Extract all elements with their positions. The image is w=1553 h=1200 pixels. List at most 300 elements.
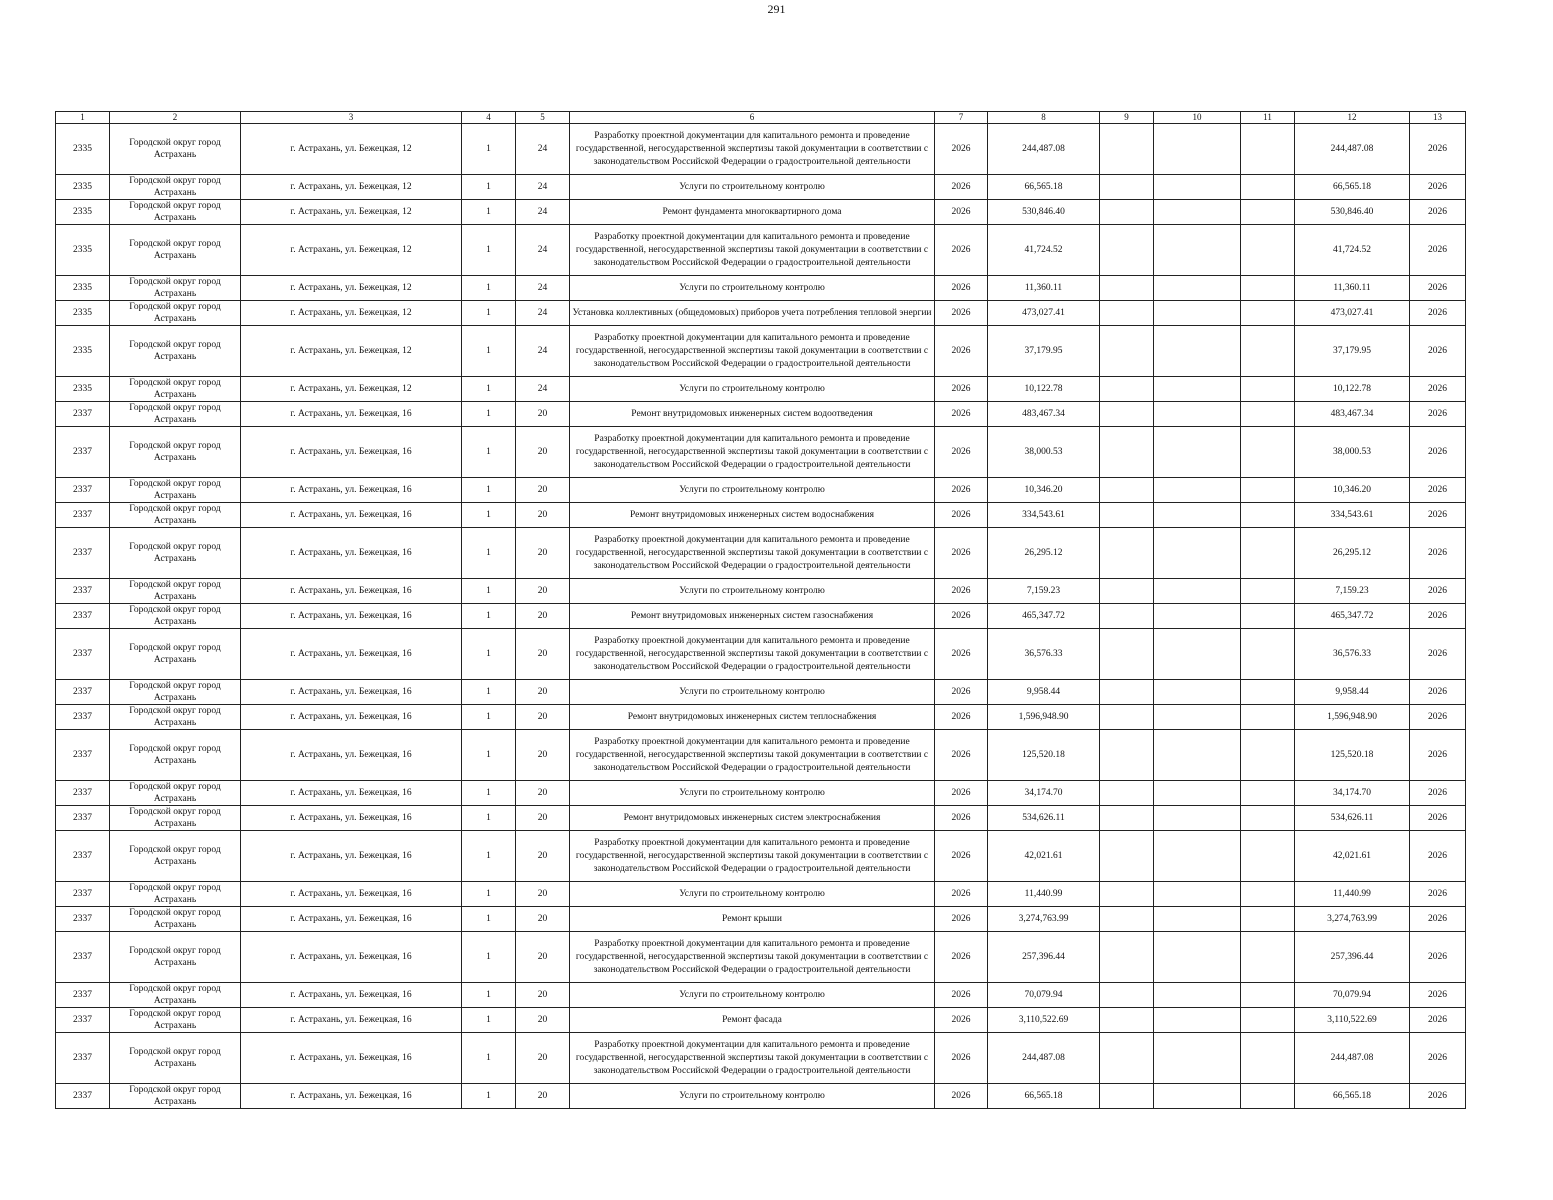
col-9-value-cell [1100, 478, 1154, 503]
col-10-value-cell [1154, 730, 1241, 781]
col-11-value-cell [1241, 276, 1295, 301]
col-9-value-cell [1100, 225, 1154, 276]
municipality-cell: Городской округ город Астрахань [110, 882, 241, 907]
address-cell: г. Астрахань, ул. Бежецкая, 12 [241, 175, 462, 200]
cost-cell: 42,021.61 [988, 831, 1100, 882]
cost-cell: 530,846.40 [988, 200, 1100, 225]
row-number-cell: 2337 [56, 781, 110, 806]
table-row [56, 932, 1466, 983]
col-9-value-cell [1100, 781, 1154, 806]
total-cost-cell: 465,347.72 [1295, 604, 1410, 629]
col-11-value-cell [1241, 301, 1295, 326]
row-number-cell: 2337 [56, 983, 110, 1008]
work-type-cell: Разработку проектной документации для капитального ремонта и проведение государственной, негосударственной экспертизы такой документации в соответствии с законодательством Российской Федерации о градостроительной деятельности [570, 1033, 935, 1084]
municipality-cell: Городской округ город Астрахань [110, 124, 241, 175]
total-cost-cell: 125,520.18 [1295, 730, 1410, 781]
table-row [56, 276, 1466, 301]
registry-table [55, 111, 1466, 1109]
address-cell: г. Астрахань, ул. Бежецкая, 16 [241, 907, 462, 932]
municipality-cell: Городской округ город Астрахань [110, 629, 241, 680]
completion-year-cell: 2026 [1410, 124, 1466, 175]
col-11-value-cell [1241, 983, 1295, 1008]
col-4-value-cell: 1 [462, 907, 516, 932]
col-9-value-cell [1100, 326, 1154, 377]
col-9-value-cell [1100, 301, 1154, 326]
completion-year-cell: 2026 [1410, 276, 1466, 301]
year-cell: 2026 [935, 831, 988, 882]
completion-year-cell: 2026 [1410, 1084, 1466, 1109]
col-10-value-cell [1154, 629, 1241, 680]
year-cell: 2026 [935, 907, 988, 932]
cost-cell: 66,565.18 [988, 1084, 1100, 1109]
col-5-value-cell: 24 [516, 276, 570, 301]
completion-year-cell: 2026 [1410, 932, 1466, 983]
cost-cell: 10,122.78 [988, 377, 1100, 402]
col-4-value-cell: 1 [462, 781, 516, 806]
col-5-value-cell: 20 [516, 427, 570, 478]
year-cell: 2026 [935, 730, 988, 781]
col-9-value-cell [1100, 1084, 1154, 1109]
col-4-value-cell: 1 [462, 983, 516, 1008]
col-9-value-cell [1100, 932, 1154, 983]
municipality-cell: Городской округ город Астрахань [110, 730, 241, 781]
address-cell: г. Астрахань, ул. Бежецкая, 16 [241, 579, 462, 604]
address-cell: г. Астрахань, ул. Бежецкая, 12 [241, 276, 462, 301]
year-cell: 2026 [935, 629, 988, 680]
row-number-cell: 2337 [56, 402, 110, 427]
total-cost-cell: 3,274,763.99 [1295, 907, 1410, 932]
col-5-value-cell: 24 [516, 301, 570, 326]
year-cell: 2026 [935, 1084, 988, 1109]
col-10-value-cell [1154, 932, 1241, 983]
year-cell: 2026 [935, 478, 988, 503]
total-cost-cell: 70,079.94 [1295, 983, 1410, 1008]
col-9-value-cell [1100, 806, 1154, 831]
col-11-value-cell [1241, 781, 1295, 806]
municipality-cell: Городской округ город Астрахань [110, 604, 241, 629]
col-10-value-cell [1154, 1033, 1241, 1084]
municipality-cell: Городской округ город Астрахань [110, 503, 241, 528]
total-cost-cell: 36,576.33 [1295, 629, 1410, 680]
col-11-value-cell [1241, 629, 1295, 680]
work-type-cell: Ремонт фасада [570, 1008, 935, 1033]
work-type-cell: Установка коллективных (общедомовых) приборов учета потребления тепловой энергии [570, 301, 935, 326]
column-header-13: 13 [1410, 112, 1466, 124]
total-cost-cell: 1,596,948.90 [1295, 705, 1410, 730]
row-number-cell: 2337 [56, 680, 110, 705]
total-cost-cell: 42,021.61 [1295, 831, 1410, 882]
page-number: 291 [767, 2, 786, 16]
col-10-value-cell [1154, 175, 1241, 200]
work-type-cell: Услуги по строительному контролю [570, 882, 935, 907]
col-11-value-cell [1241, 730, 1295, 781]
year-cell: 2026 [935, 402, 988, 427]
table-header-row [56, 112, 1466, 124]
col-9-value-cell [1100, 1008, 1154, 1033]
col-4-value-cell: 1 [462, 806, 516, 831]
col-9-value-cell [1100, 427, 1154, 478]
year-cell: 2026 [935, 276, 988, 301]
table-row [56, 806, 1466, 831]
cost-cell: 9,958.44 [988, 680, 1100, 705]
work-type-cell: Услуги по строительному контролю [570, 680, 935, 705]
completion-year-cell: 2026 [1410, 225, 1466, 276]
column-header-10: 10 [1154, 112, 1241, 124]
cost-cell: 70,079.94 [988, 983, 1100, 1008]
row-number-cell: 2337 [56, 629, 110, 680]
row-number-cell: 2337 [56, 1084, 110, 1109]
year-cell: 2026 [935, 604, 988, 629]
col-5-value-cell: 24 [516, 326, 570, 377]
col-9-value-cell [1100, 377, 1154, 402]
municipality-cell: Городской округ город Астрахань [110, 579, 241, 604]
work-type-cell: Разработку проектной документации для капитального ремонта и проведение государственной, негосударственной экспертизы такой документации в соответствии с законодательством Российской Федерации о градостроительной деятельности [570, 225, 935, 276]
address-cell: г. Астрахань, ул. Бежецкая, 16 [241, 1033, 462, 1084]
address-cell: г. Астрахань, ул. Бежецкая, 16 [241, 629, 462, 680]
completion-year-cell: 2026 [1410, 579, 1466, 604]
col-4-value-cell: 1 [462, 503, 516, 528]
work-type-cell: Ремонт внутридомовых инженерных систем водоотведения [570, 402, 935, 427]
col-4-value-cell: 1 [462, 629, 516, 680]
col-11-value-cell [1241, 705, 1295, 730]
work-type-cell: Разработку проектной документации для капитального ремонта и проведение государственной, негосударственной экспертизы такой документации в соответствии с законодательством Российской Федерации о градостроительной деятельности [570, 528, 935, 579]
year-cell: 2026 [935, 427, 988, 478]
cost-cell: 37,179.95 [988, 326, 1100, 377]
col-4-value-cell: 1 [462, 831, 516, 882]
address-cell: г. Астрахань, ул. Бежецкая, 12 [241, 301, 462, 326]
total-cost-cell: 530,846.40 [1295, 200, 1410, 225]
col-4-value-cell: 1 [462, 427, 516, 478]
year-cell: 2026 [935, 882, 988, 907]
col-10-value-cell [1154, 377, 1241, 402]
column-header-1: 1 [56, 112, 110, 124]
completion-year-cell: 2026 [1410, 1008, 1466, 1033]
col-10-value-cell [1154, 528, 1241, 579]
total-cost-cell: 37,179.95 [1295, 326, 1410, 377]
col-9-value-cell [1100, 579, 1154, 604]
municipality-cell: Городской округ город Астрахань [110, 705, 241, 730]
year-cell: 2026 [935, 1008, 988, 1033]
address-cell: г. Астрахань, ул. Бежецкая, 16 [241, 402, 462, 427]
col-9-value-cell [1100, 124, 1154, 175]
col-4-value-cell: 1 [462, 680, 516, 705]
work-type-cell: Разработку проектной документации для капитального ремонта и проведение государственной, негосударственной экспертизы такой документации в соответствии с законодательством Российской Федерации о градостроительной деятельности [570, 326, 935, 377]
col-4-value-cell: 1 [462, 377, 516, 402]
col-9-value-cell [1100, 402, 1154, 427]
address-cell: г. Астрахань, ул. Бежецкая, 16 [241, 730, 462, 781]
table-row [56, 377, 1466, 402]
col-10-value-cell [1154, 882, 1241, 907]
row-number-cell: 2335 [56, 377, 110, 402]
work-type-cell: Ремонт внутридомовых инженерных систем электроснабжения [570, 806, 935, 831]
col-10-value-cell [1154, 604, 1241, 629]
col-4-value-cell: 1 [462, 326, 516, 377]
cost-cell: 26,295.12 [988, 528, 1100, 579]
completion-year-cell: 2026 [1410, 907, 1466, 932]
cost-cell: 534,626.11 [988, 806, 1100, 831]
total-cost-cell: 66,565.18 [1295, 1084, 1410, 1109]
col-5-value-cell: 20 [516, 1084, 570, 1109]
col-5-value-cell: 24 [516, 377, 570, 402]
row-number-cell: 2337 [56, 1033, 110, 1084]
municipality-cell: Городской округ город Астрахань [110, 831, 241, 882]
col-4-value-cell: 1 [462, 1008, 516, 1033]
col-5-value-cell: 20 [516, 806, 570, 831]
total-cost-cell: 9,958.44 [1295, 680, 1410, 705]
col-11-value-cell [1241, 124, 1295, 175]
year-cell: 2026 [935, 528, 988, 579]
cost-cell: 66,565.18 [988, 175, 1100, 200]
completion-year-cell: 2026 [1410, 377, 1466, 402]
municipality-cell: Городской округ город Астрахань [110, 932, 241, 983]
completion-year-cell: 2026 [1410, 301, 1466, 326]
cost-cell: 3,274,763.99 [988, 907, 1100, 932]
col-5-value-cell: 20 [516, 705, 570, 730]
col-11-value-cell [1241, 402, 1295, 427]
table-row [56, 427, 1466, 478]
completion-year-cell: 2026 [1410, 983, 1466, 1008]
municipality-cell: Городской округ город Астрахань [110, 427, 241, 478]
cost-cell: 244,487.08 [988, 124, 1100, 175]
municipality-cell: Городской округ город Астрахань [110, 907, 241, 932]
col-11-value-cell [1241, 377, 1295, 402]
work-type-cell: Услуги по строительному контролю [570, 781, 935, 806]
total-cost-cell: 244,487.08 [1295, 1033, 1410, 1084]
work-type-cell: Услуги по строительному контролю [570, 276, 935, 301]
col-5-value-cell: 20 [516, 1008, 570, 1033]
column-header-12: 12 [1295, 112, 1410, 124]
total-cost-cell: 38,000.53 [1295, 427, 1410, 478]
cost-cell: 36,576.33 [988, 629, 1100, 680]
col-10-value-cell [1154, 1008, 1241, 1033]
municipality-cell: Городской округ город Астрахань [110, 377, 241, 402]
column-header-9: 9 [1100, 112, 1154, 124]
col-10-value-cell [1154, 680, 1241, 705]
work-type-cell: Разработку проектной документации для капитального ремонта и проведение государственной, негосударственной экспертизы такой документации в соответствии с законодательством Российской Федерации о градостроительной деятельности [570, 831, 935, 882]
work-type-cell: Услуги по строительному контролю [570, 478, 935, 503]
cost-cell: 38,000.53 [988, 427, 1100, 478]
row-number-cell: 2337 [56, 907, 110, 932]
table-row [56, 1008, 1466, 1033]
column-header-6: 6 [570, 112, 935, 124]
col-4-value-cell: 1 [462, 124, 516, 175]
cost-cell: 41,724.52 [988, 225, 1100, 276]
completion-year-cell: 2026 [1410, 528, 1466, 579]
col-11-value-cell [1241, 427, 1295, 478]
completion-year-cell: 2026 [1410, 705, 1466, 730]
cost-cell: 465,347.72 [988, 604, 1100, 629]
address-cell: г. Астрахань, ул. Бежецкая, 16 [241, 882, 462, 907]
col-5-value-cell: 20 [516, 503, 570, 528]
cost-cell: 257,396.44 [988, 932, 1100, 983]
col-11-value-cell [1241, 225, 1295, 276]
year-cell: 2026 [935, 326, 988, 377]
year-cell: 2026 [935, 124, 988, 175]
year-cell: 2026 [935, 301, 988, 326]
municipality-cell: Городской округ город Астрахань [110, 402, 241, 427]
col-4-value-cell: 1 [462, 1084, 516, 1109]
work-type-cell: Ремонт фундамента многоквартирного дома [570, 200, 935, 225]
year-cell: 2026 [935, 806, 988, 831]
col-11-value-cell [1241, 932, 1295, 983]
col-9-value-cell [1100, 983, 1154, 1008]
cost-cell: 125,520.18 [988, 730, 1100, 781]
table-row [56, 528, 1466, 579]
table-row [56, 705, 1466, 730]
col-10-value-cell [1154, 225, 1241, 276]
completion-year-cell: 2026 [1410, 781, 1466, 806]
column-header-4: 4 [462, 112, 516, 124]
municipality-cell: Городской округ город Астрахань [110, 1008, 241, 1033]
col-10-value-cell [1154, 276, 1241, 301]
address-cell: г. Астрахань, ул. Бежецкая, 16 [241, 427, 462, 478]
work-type-cell: Разработку проектной документации для капитального ремонта и проведение государственной, негосударственной экспертизы такой документации в соответствии с законодательством Российской Федерации о градостроительной деятельности [570, 730, 935, 781]
col-10-value-cell [1154, 200, 1241, 225]
col-11-value-cell [1241, 1008, 1295, 1033]
address-cell: г. Астрахань, ул. Бежецкая, 16 [241, 1008, 462, 1033]
municipality-cell: Городской округ город Астрахань [110, 200, 241, 225]
municipality-cell: Городской округ город Астрахань [110, 301, 241, 326]
col-4-value-cell: 1 [462, 276, 516, 301]
work-type-cell: Ремонт внутридомовых инженерных систем теплоснабжения [570, 705, 935, 730]
col-10-value-cell [1154, 478, 1241, 503]
address-cell: г. Астрахань, ул. Бежецкая, 16 [241, 983, 462, 1008]
col-4-value-cell: 1 [462, 225, 516, 276]
total-cost-cell: 66,565.18 [1295, 175, 1410, 200]
table-row [56, 124, 1466, 175]
year-cell: 2026 [935, 579, 988, 604]
row-number-cell: 2335 [56, 175, 110, 200]
column-header-3: 3 [241, 112, 462, 124]
work-type-cell: Услуги по строительному контролю [570, 1084, 935, 1109]
year-cell: 2026 [935, 705, 988, 730]
col-9-value-cell [1100, 831, 1154, 882]
col-4-value-cell: 1 [462, 301, 516, 326]
cost-cell: 483,467.34 [988, 402, 1100, 427]
col-5-value-cell: 20 [516, 528, 570, 579]
col-5-value-cell: 20 [516, 882, 570, 907]
table-body [56, 124, 1466, 1109]
col-5-value-cell: 20 [516, 932, 570, 983]
completion-year-cell: 2026 [1410, 503, 1466, 528]
municipality-cell: Городской округ город Астрахань [110, 781, 241, 806]
col-10-value-cell [1154, 301, 1241, 326]
total-cost-cell: 244,487.08 [1295, 124, 1410, 175]
col-5-value-cell: 20 [516, 604, 570, 629]
column-header-8: 8 [988, 112, 1100, 124]
cost-cell: 473,027.41 [988, 301, 1100, 326]
row-number-cell: 2337 [56, 427, 110, 478]
col-11-value-cell [1241, 806, 1295, 831]
work-type-cell: Разработку проектной документации для капитального ремонта и проведение государственной, негосударственной экспертизы такой документации в соответствии с законодательством Российской Федерации о градостроительной деятельности [570, 124, 935, 175]
col-4-value-cell: 1 [462, 528, 516, 579]
col-5-value-cell: 20 [516, 781, 570, 806]
municipality-cell: Городской округ город Астрахань [110, 175, 241, 200]
col-5-value-cell: 24 [516, 175, 570, 200]
row-number-cell: 2335 [56, 124, 110, 175]
completion-year-cell: 2026 [1410, 200, 1466, 225]
col-9-value-cell [1100, 907, 1154, 932]
completion-year-cell: 2026 [1410, 326, 1466, 377]
address-cell: г. Астрахань, ул. Бежецкая, 16 [241, 831, 462, 882]
col-10-value-cell [1154, 124, 1241, 175]
col-4-value-cell: 1 [462, 604, 516, 629]
municipality-cell: Городской округ город Астрахань [110, 1033, 241, 1084]
address-cell: г. Астрахань, ул. Бежецкая, 16 [241, 604, 462, 629]
col-9-value-cell [1100, 528, 1154, 579]
col-5-value-cell: 20 [516, 579, 570, 604]
col-5-value-cell: 20 [516, 680, 570, 705]
completion-year-cell: 2026 [1410, 680, 1466, 705]
col-4-value-cell: 1 [462, 705, 516, 730]
completion-year-cell: 2026 [1410, 402, 1466, 427]
table-row [56, 175, 1466, 200]
completion-year-cell: 2026 [1410, 175, 1466, 200]
col-4-value-cell: 1 [462, 1033, 516, 1084]
col-11-value-cell [1241, 831, 1295, 882]
col-10-value-cell [1154, 705, 1241, 730]
col-4-value-cell: 1 [462, 730, 516, 781]
column-header-11: 11 [1241, 112, 1295, 124]
work-type-cell: Услуги по строительному контролю [570, 983, 935, 1008]
table-row [56, 402, 1466, 427]
year-cell: 2026 [935, 983, 988, 1008]
total-cost-cell: 26,295.12 [1295, 528, 1410, 579]
total-cost-cell: 473,027.41 [1295, 301, 1410, 326]
completion-year-cell: 2026 [1410, 629, 1466, 680]
col-10-value-cell [1154, 781, 1241, 806]
table-row [56, 579, 1466, 604]
col-11-value-cell [1241, 200, 1295, 225]
table-row [56, 478, 1466, 503]
cost-cell: 334,543.61 [988, 503, 1100, 528]
municipality-cell: Городской округ город Астрахань [110, 326, 241, 377]
col-4-value-cell: 1 [462, 932, 516, 983]
work-type-cell: Ремонт внутридомовых инженерных систем водоснабжения [570, 503, 935, 528]
address-cell: г. Астрахань, ул. Бежецкая, 16 [241, 528, 462, 579]
table-row [56, 225, 1466, 276]
col-5-value-cell: 20 [516, 983, 570, 1008]
total-cost-cell: 334,543.61 [1295, 503, 1410, 528]
address-cell: г. Астрахань, ул. Бежецкая, 16 [241, 1084, 462, 1109]
table-row [56, 730, 1466, 781]
table-row [56, 1084, 1466, 1109]
municipality-cell: Городской округ город Астрахань [110, 806, 241, 831]
table-row [56, 326, 1466, 377]
table-row [56, 200, 1466, 225]
col-5-value-cell: 20 [516, 831, 570, 882]
row-number-cell: 2337 [56, 579, 110, 604]
table-row [56, 680, 1466, 705]
row-number-cell: 2337 [56, 882, 110, 907]
row-number-cell: 2337 [56, 528, 110, 579]
address-cell: г. Астрахань, ул. Бежецкая, 12 [241, 225, 462, 276]
table-row [56, 882, 1466, 907]
address-cell: г. Астрахань, ул. Бежецкая, 16 [241, 781, 462, 806]
total-cost-cell: 534,626.11 [1295, 806, 1410, 831]
completion-year-cell: 2026 [1410, 730, 1466, 781]
work-type-cell: Услуги по строительному контролю [570, 377, 935, 402]
col-11-value-cell [1241, 326, 1295, 377]
table-row [56, 629, 1466, 680]
col-11-value-cell [1241, 907, 1295, 932]
col-11-value-cell [1241, 680, 1295, 705]
total-cost-cell: 10,346.20 [1295, 478, 1410, 503]
col-4-value-cell: 1 [462, 175, 516, 200]
total-cost-cell: 11,360.11 [1295, 276, 1410, 301]
col-10-value-cell [1154, 402, 1241, 427]
table-row [56, 907, 1466, 932]
